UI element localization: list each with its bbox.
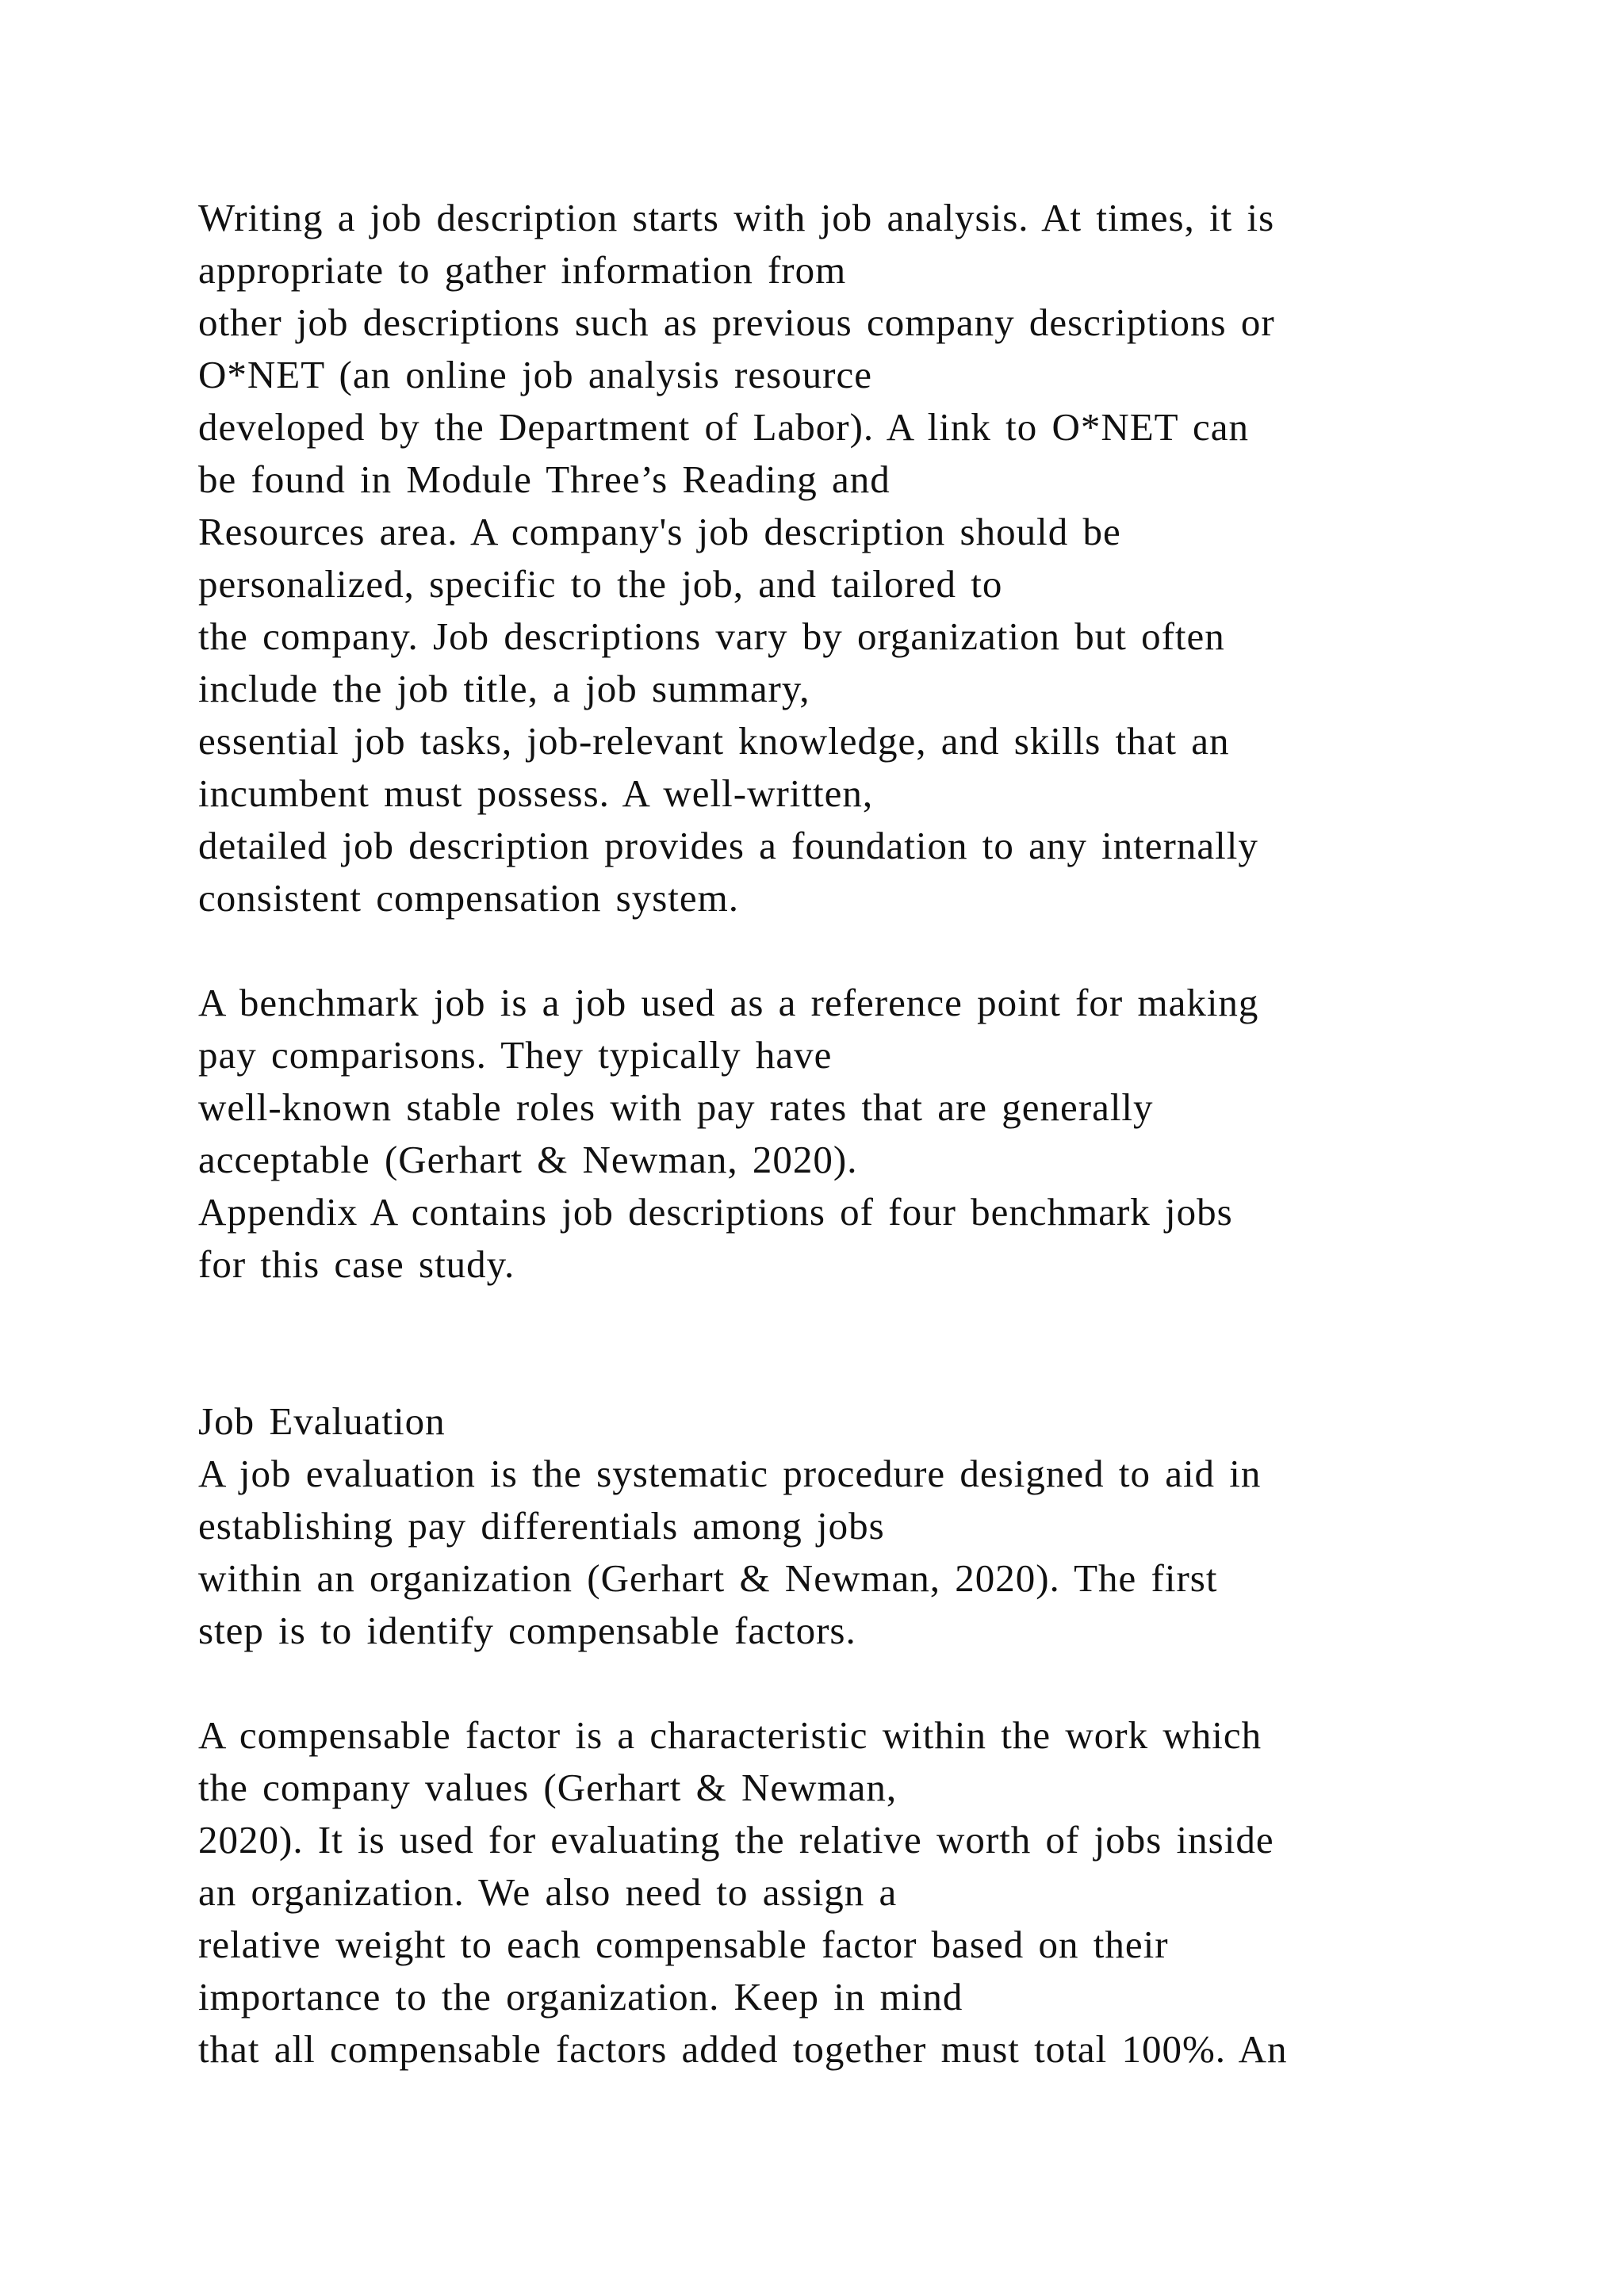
text-line: incumbent must possess. A well-written,	[198, 771, 874, 815]
text-line: O*NET (an online job analysis resource	[198, 353, 872, 396]
text-line: 2020). It is used for evaluating the relative worth of jobs inside	[198, 1818, 1274, 1862]
text-line: the company values (Gerhart & Newman,	[198, 1766, 898, 1809]
text-line: Resources area. A company's job description should be	[198, 510, 1121, 553]
paragraph-gap	[198, 1343, 1499, 1395]
text-line: include the job title, a job summary,	[198, 667, 810, 710]
text-line: detailed job description provides a foundation to any internally	[198, 824, 1258, 867]
text-line: the company. Job descriptions vary by organization but often	[198, 614, 1225, 658]
text-line: for this case study.	[198, 1242, 515, 1286]
text-line: A job evaluation is the systematic procedure designed to aid in	[198, 1452, 1262, 1495]
text-line: step is to identify compensable factors.	[198, 1609, 856, 1652]
text-line: developed by the Department of Labor). A link to O*NET can	[198, 405, 1249, 449]
text-line: be found in Module Three’s Reading and	[198, 457, 891, 501]
text-line: appropriate to gather information from	[198, 248, 847, 292]
text-line: that all compensable factors added together must total 100%. An	[198, 2027, 1288, 2071]
text-line: acceptable (Gerhart & Newman, 2020).	[198, 1138, 858, 1181]
section-heading: Job Evaluation	[198, 1399, 446, 1443]
text-line: A compensable factor is a characteristic within the work which	[198, 1713, 1262, 1757]
text-line: Appendix A contains job descriptions of four benchmark jobs	[198, 1190, 1233, 1234]
text-line: within an organization (Gerhart & Newman, 2020). The first	[198, 1556, 1218, 1600]
text-line: Writing a job description starts with job analysis. At times, it is	[198, 196, 1275, 239]
document-body	[198, 192, 1499, 2076]
text-line: A benchmark job is a job used as a reference point for making	[198, 981, 1259, 1024]
text-line: an organization. We also need to assign a	[198, 1870, 898, 1914]
text-line: well-known stable roles with pay rates that are generally	[198, 1085, 1154, 1129]
paragraph-gap	[198, 1657, 1499, 1709]
text-line: other job descriptions such as previous company descriptions or	[198, 300, 1275, 344]
text-line: essential job tasks, job-relevant knowledge, and skills that an	[198, 719, 1230, 763]
text-line: consistent compensation system.	[198, 876, 739, 920]
paragraph-gap	[198, 924, 1499, 977]
text-line: importance to the organization. Keep in mind	[198, 1975, 963, 2019]
text-line: pay comparisons. They typically have	[198, 1033, 833, 1077]
paragraph-gap	[198, 1291, 1499, 1343]
text-line: personalized, specific to the job, and tailored to	[198, 562, 1003, 606]
text-line: relative weight to each compensable factor based on their	[198, 1923, 1169, 1966]
text-line: establishing pay differentials among jobs	[198, 1504, 885, 1548]
